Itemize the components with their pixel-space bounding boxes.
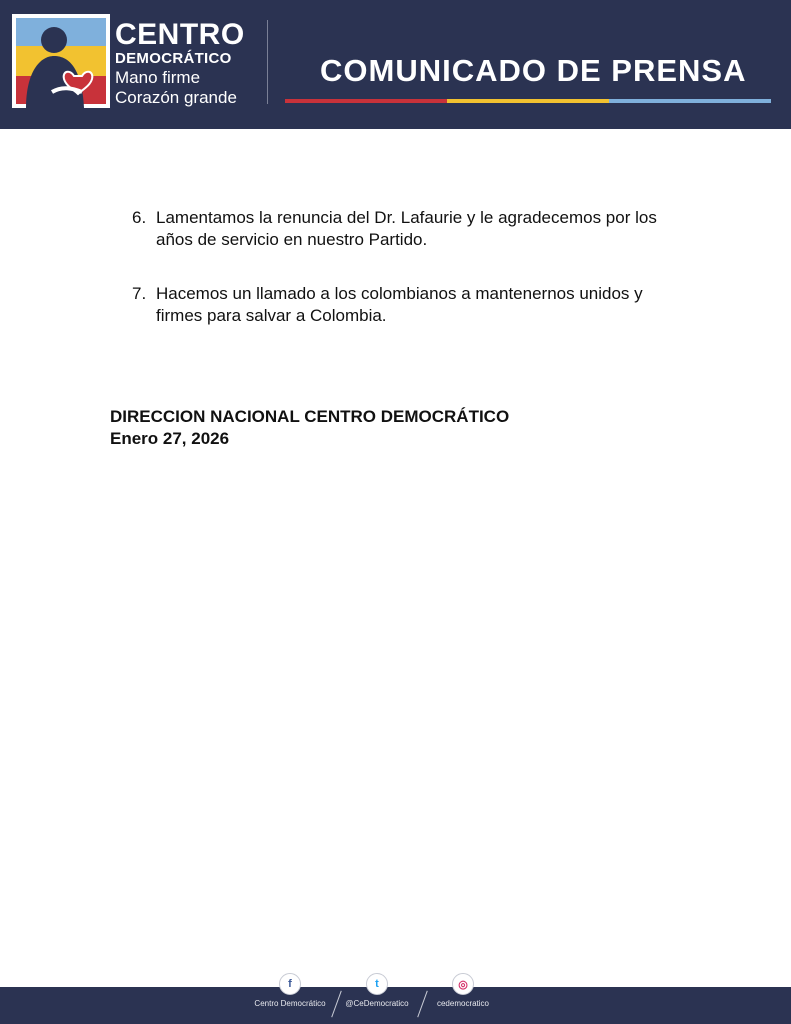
numbered-list xyxy=(132,207,692,359)
social-label[interactable]: @CeDemocratico xyxy=(345,999,409,1008)
instagram-icon[interactable]: ◎ xyxy=(452,973,474,995)
logo-tagline-2: Corazón grande xyxy=(115,88,237,107)
social-instagram[interactable] xyxy=(428,973,498,1008)
social-facebook[interactable] xyxy=(250,973,330,1008)
color-stripe xyxy=(285,99,771,103)
social-label[interactable]: cedemocratico xyxy=(436,999,490,1008)
social-label[interactable]: Centro Democrático xyxy=(254,999,326,1008)
item-text: Lamentamos la renuncia del Dr. Lafaurie y le agradecemos por los años de servicio en nuestro Partido. xyxy=(156,208,657,249)
stripe-yellow xyxy=(447,99,609,103)
logo-tagline-1: Mano firme xyxy=(115,68,201,87)
list-item xyxy=(132,283,692,327)
item-number: 7. xyxy=(132,284,147,303)
list-item xyxy=(132,207,692,251)
stripe-red xyxy=(285,99,447,103)
social-twitter[interactable] xyxy=(340,973,414,1008)
logo-title: CENTRO xyxy=(115,18,245,51)
logo-subtitle: DEMOCRÁTICO xyxy=(115,50,232,67)
party-logo-icon xyxy=(12,14,110,108)
page-title: COMUNICADO DE PRENSA xyxy=(320,53,747,88)
logo-text xyxy=(115,20,245,108)
stripe-blue xyxy=(609,99,771,103)
facebook-icon[interactable]: f xyxy=(279,973,301,995)
twitter-icon[interactable]: t xyxy=(366,973,388,995)
signature-date: Enero 27, 2026 xyxy=(110,429,230,448)
item-text: Hacemos un llamado a los colombianos a mantenernos unidos y firmes para salvar a Colombia. xyxy=(156,284,643,325)
header-divider xyxy=(267,20,268,104)
signature-organization: DIRECCION NACIONAL CENTRO DEMOCRÁTICO xyxy=(110,407,510,426)
item-number: 6. xyxy=(132,208,147,227)
page-header xyxy=(0,0,791,129)
signature-block xyxy=(110,406,509,450)
